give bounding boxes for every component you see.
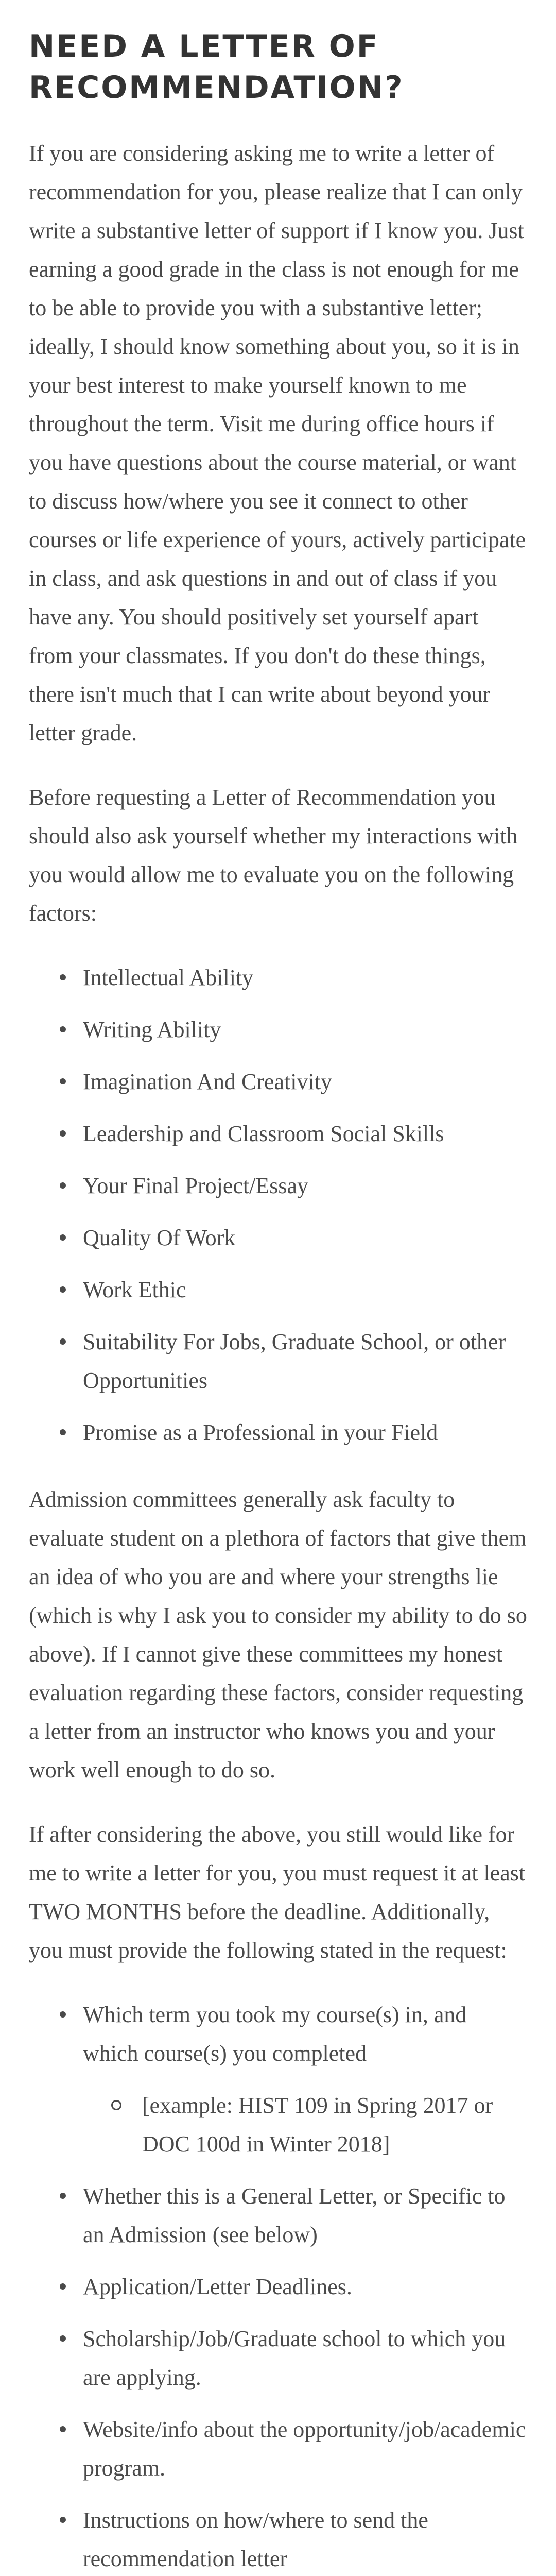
list-item: Your Final Project/Essay xyxy=(60,1166,527,1205)
list-item: Website/info about the opportunity/job/academic program. xyxy=(60,2410,527,2487)
committees-paragraph: Admission committees generally ask faculty to evaluate student on a plethora of factors that give them an idea of who you are and where your strengths lie (which is why I ask you to consider my ability to do so above). If I cannot give these committees my honest evaluation regarding these factors, consider requesting a letter from an instructor who knows you and your work well enough to do so. xyxy=(29,1487,527,1783)
list-item: Imagination And Creativity xyxy=(60,1062,527,1101)
sub-list xyxy=(83,2086,527,2163)
request-paragraph: If after considering the above, you still would like for me to write a letter for you, you must request it at least TWO MONTHS before the deadline. Additionally, you must provide the following stated in the request: xyxy=(29,1822,526,1963)
list-item: Work Ethic xyxy=(60,1270,527,1309)
intro-paragraph: If you are considering asking me to write a letter of recommendation for you, please realize that I can only write a substantive letter of support if I know you. Just earning a good grade in the class is not enough for me to be able to provide you with a substantive letter; ideally, I should know something about you, so it is in your best interest to make yourself known to me throughout the term. Visit me during office hours if you have questions about the course material, or want to discuss how/where you see it connect to other courses or life experience of yours, actively participate in class, and ask questions in and out of class if you have any. You should positively set yourself apart from your classmates. If you don't do these things, there isn't much that I can write about beyond your letter grade. xyxy=(29,141,526,745)
list-item: Leadership and Classroom Social Skills xyxy=(60,1114,527,1153)
list-item: Scholarship/Job/Graduate school to which you are applying. xyxy=(60,2319,527,2397)
requirement-term: Which term you took my course(s) in, and which course(s) you completed xyxy=(83,2002,467,2066)
list-item: Application/Letter Deadlines. xyxy=(60,2267,527,2306)
factors-list xyxy=(29,958,527,1452)
list-item: Whether this is a General Letter, or Specific to an Admission (see below) xyxy=(60,2177,527,2254)
requirements-list xyxy=(29,1995,527,2576)
list-item: Intellectual Ability xyxy=(60,958,527,997)
list-item: Quality Of Work xyxy=(60,1218,527,1257)
list-item: Suitability For Jobs, Graduate School, or other Opportunities xyxy=(60,1323,527,1400)
factors-intro-paragraph: Before requesting a Letter of Recommendation you should also ask yourself whether my interactions with you would allow me to evaluate you on the following factors: xyxy=(29,785,518,926)
list-item: Promise as a Professional in your Field xyxy=(60,1413,527,1452)
sub-list-item: [example: HIST 109 in Spring 2017 or DOC 100d in Winter 2018] xyxy=(111,2086,527,2163)
list-item xyxy=(60,1995,527,2163)
list-item: Writing Ability xyxy=(60,1010,527,1049)
list-item: Instructions on how/where to send the recommendation letter xyxy=(60,2501,527,2576)
page-title: NEED A LETTER OF RECOMMENDATION? xyxy=(29,28,404,106)
